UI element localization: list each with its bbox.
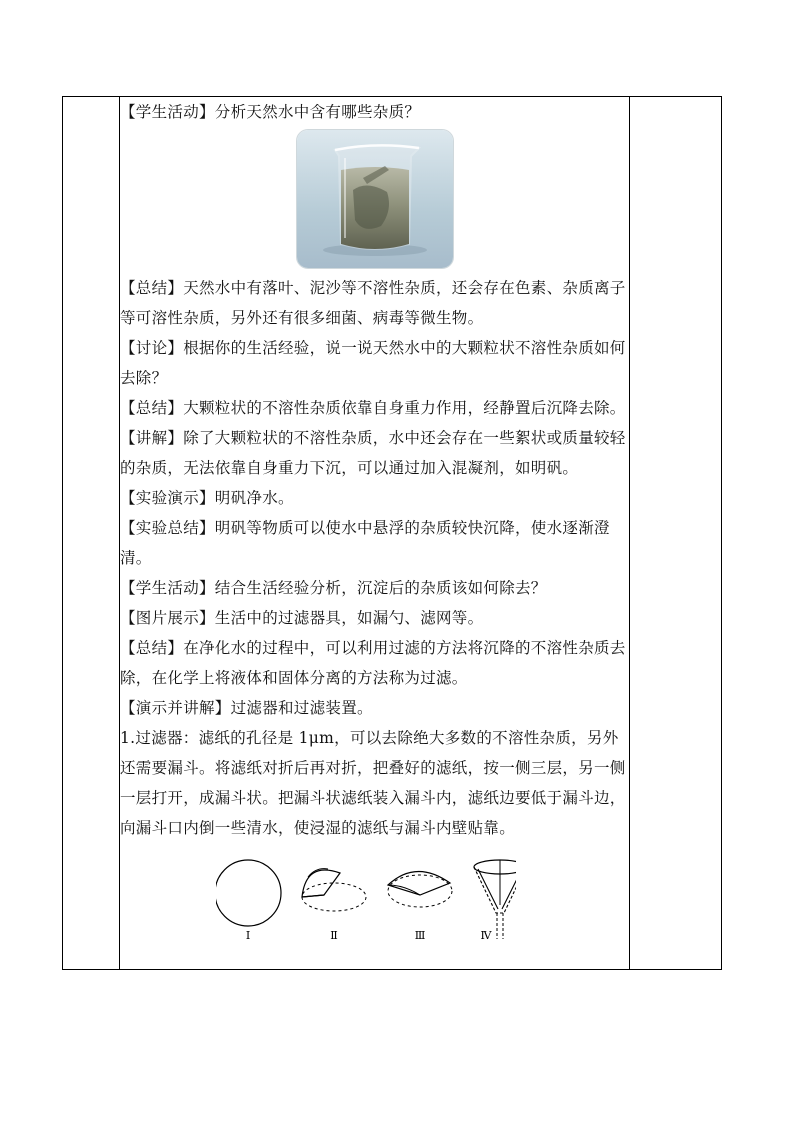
paragraph-demo-explain: 【演示并讲解】过滤器和过滤装置。 xyxy=(120,699,373,717)
paragraph-summary-2: 【总结】大颗粒状的不溶性杂质依靠自身重力作用，经静置后沉降去除。 xyxy=(120,399,626,417)
filter-paper-diagram xyxy=(120,855,629,945)
diagram-label-2: Ⅱ xyxy=(330,929,338,942)
left-column-cell xyxy=(63,97,120,970)
photo-container xyxy=(120,129,629,269)
beaker-icon xyxy=(297,130,453,268)
paragraph-picture-show: 【图片展示】生活中的过滤器具，如漏勺、滤网等。 xyxy=(120,609,484,627)
diagram-label-3: Ⅲ xyxy=(414,929,426,942)
diagram-label-4: Ⅳ xyxy=(480,929,492,942)
paragraph-filter: 1.过滤器：滤纸的孔径是 1μm，可以去除绝大多数的不溶性杂质，另外还需要漏斗。将滤纸对折后再对折，把叠好的滤纸，按一侧三层，另一侧一层打开，成漏斗状。把漏斗状滤纸装入漏斗内，滤纸边要低于漏斗边，向漏斗口内倒一些清水，使浸湿的滤纸与漏斗内壁贴靠。 xyxy=(120,729,626,837)
filter-folding-diagram xyxy=(216,855,516,945)
content-cell xyxy=(120,97,630,970)
right-column-cell xyxy=(630,97,722,970)
filter-circle-shape xyxy=(216,860,281,926)
paragraph-experiment-summary: 【实验总结】明矾等物质可以使水中悬浮的杂质较快沉降，使水逐渐澄清。 xyxy=(120,519,610,567)
diagram-label-1: Ⅰ xyxy=(245,929,251,942)
table-row xyxy=(63,97,722,970)
paragraph-experiment-demo: 【实验演示】明矾净水。 xyxy=(120,489,294,507)
lesson-table xyxy=(62,96,722,970)
paragraph-summary-1: 【总结】天然水中有落叶、泥沙等不溶性杂质，还会存在色素、杂质离子等可溶性杂质，另外还有很多细菌、病毒等微生物。 xyxy=(120,279,626,327)
paragraph-student-activity-1: 【学生活动】分析天然水中含有哪些杂质？ xyxy=(120,103,421,121)
beaker-photo xyxy=(296,129,454,269)
paragraph-summary-3: 【总结】在净化水的过程中，可以利用过滤的方法将沉降的不溶性杂质去除，在化学上将液体和固体分离的方法称为过滤。 xyxy=(120,639,626,687)
paragraph-student-activity-2: 【学生活动】结合生活经验分析，沉淀后的杂质该如何除去？ xyxy=(120,579,547,597)
paragraph-discussion: 【讨论】根据你的生活经验，说一说天然水中的大颗粒状不溶性杂质如何去除？ xyxy=(120,339,626,387)
paragraph-explanation: 【讲解】除了大颗粒状的不溶性杂质，水中还会存在一些絮状或质量较轻的杂质，无法依靠自身重力下沉，可以通过加入混凝剂，如明矾。 xyxy=(120,429,626,477)
